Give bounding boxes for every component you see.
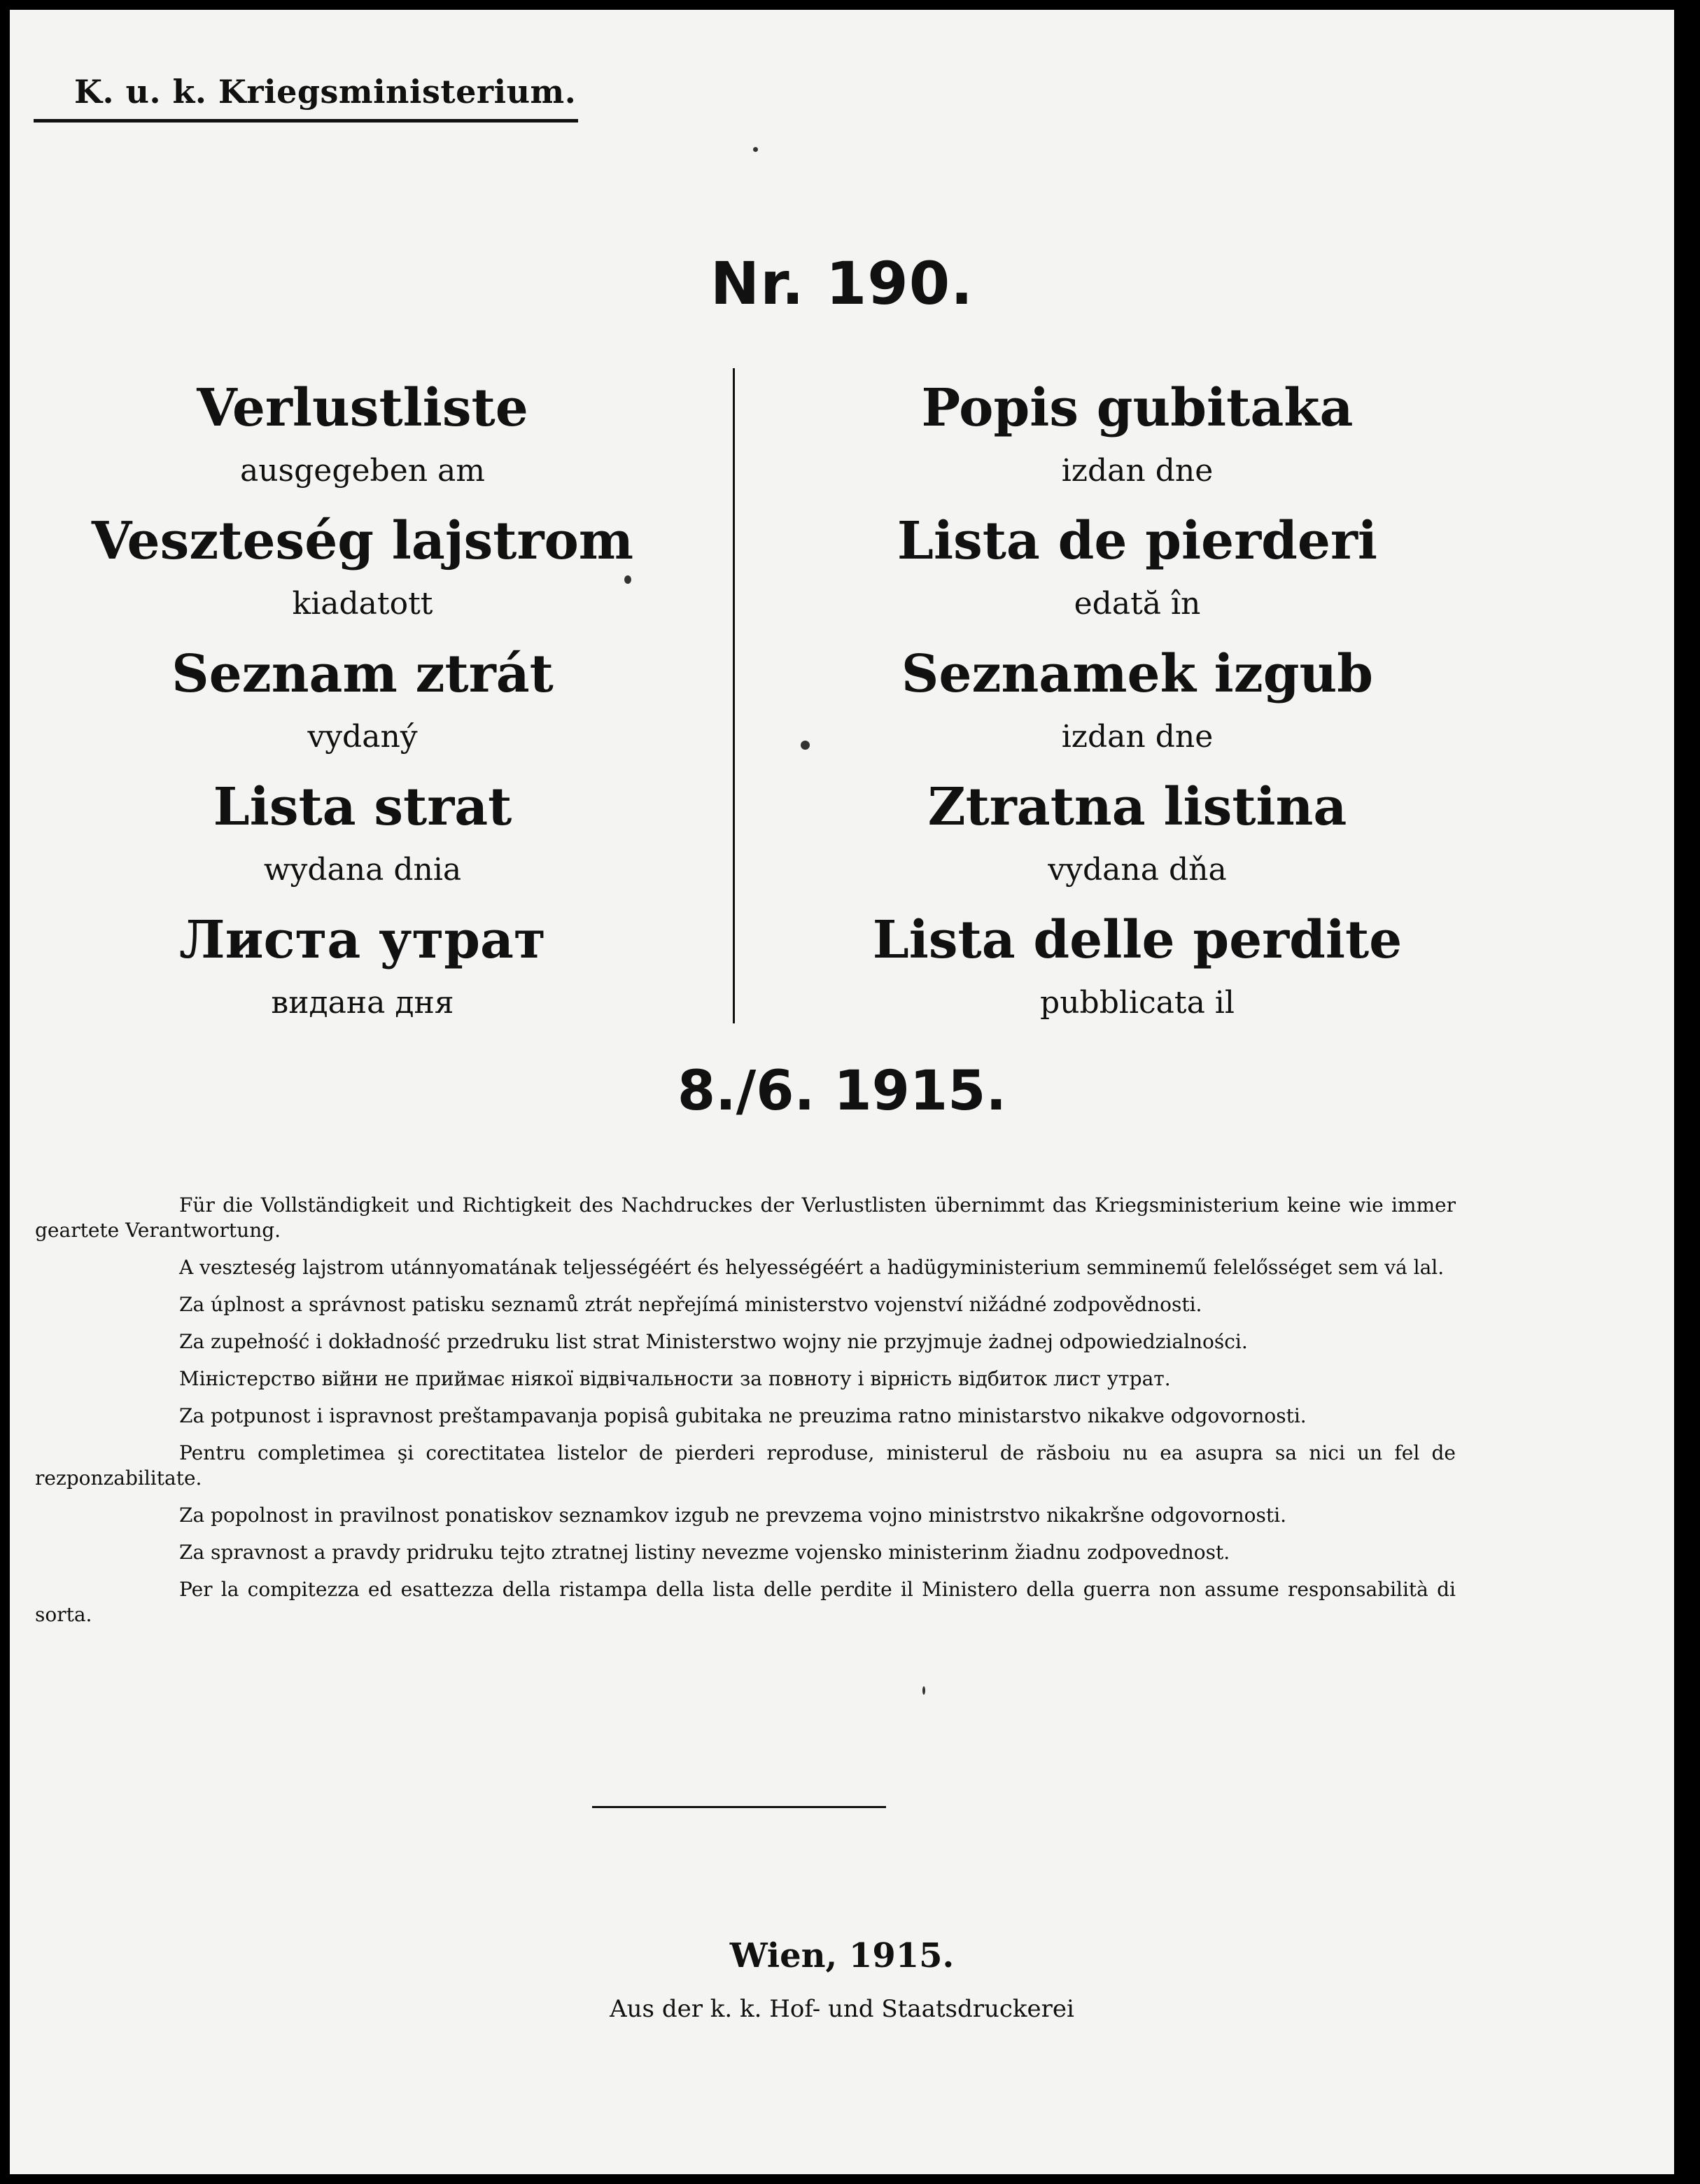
print-speck xyxy=(753,147,758,152)
print-speck xyxy=(801,741,810,750)
list-subtitle: ausgegeben am xyxy=(239,453,486,489)
disclaimer-paragraph: Міністерство війни не приймає ніякої відвічальности за повноту і вірність відбиток лист утрат. xyxy=(179,1367,1171,1390)
list-title: Seznamek izgub xyxy=(901,644,1374,704)
list-subtitle: wydana dnia xyxy=(263,852,462,888)
disclaimer-block xyxy=(35,1193,1456,1639)
column-divider xyxy=(733,368,735,1023)
list-title: Ztratna listina xyxy=(927,777,1347,837)
disclaimer-paragraph: Per la compitezza ed esattezza della ristampa della lista delle perdite il Ministero della guerra non assume responsabilità di sorta. xyxy=(35,1578,1456,1626)
disclaimer-paragraph: Za potpunost i ispravnost preštampavanja popisâ gubitaka ne preuzima ratno ministarstvo nikakve odgovornosti. xyxy=(179,1404,1307,1427)
disclaimer-paragraph: Za zupełność i dokładność przedruku list strat Ministerstwo wojny nie przyjmuje żadnej odpowiedzialności. xyxy=(179,1330,1248,1353)
list-title: Popis gubitaka xyxy=(921,378,1354,438)
issue-date: 8./6. 1915. xyxy=(677,1060,1007,1123)
print-speck xyxy=(624,575,631,584)
title-column-left xyxy=(48,365,677,1030)
list-title: Lista delle perdite xyxy=(872,910,1403,970)
list-title: Seznam ztrát xyxy=(171,644,554,704)
disclaimer-paragraph: A veszteség lajstrom utánnyomatának teljességéért és helyességéért a hadügyministerium semminemű felelősséget sem vá lal. xyxy=(179,1256,1445,1279)
list-title: Verlustliste xyxy=(197,378,528,438)
footer-divider xyxy=(592,1806,886,1808)
list-subtitle: vydana dňa xyxy=(1048,852,1227,888)
title-column-right xyxy=(822,365,1452,1030)
disclaimer-paragraph: Für die Vollständigkeit und Richtigkeit des Nachdruckes der Verlustlisten übernimmt das Kriegsministerium keine wie immer geartete Verantwortung. xyxy=(35,1194,1456,1242)
list-title: Lista de pierderi xyxy=(897,511,1378,571)
disclaimer-paragraph: Pentru completimea şi corectitatea listelor de pierderi reproduse, ministerul de răsboiu nu ea asupra sa nici un fel de rezponzabilitate. xyxy=(35,1441,1456,1490)
disclaimer-paragraph: Za spravnost a pravdy pridruku tejto ztratnej listiny nevezme vojensko ministerinm žiadnu zodpovednost. xyxy=(179,1541,1230,1564)
list-subtitle: видана дня xyxy=(271,985,454,1021)
list-subtitle: kiadatott xyxy=(292,586,433,622)
list-subtitle: edată în xyxy=(1074,586,1201,622)
list-title: Листа утрат xyxy=(179,910,546,970)
print-speck xyxy=(922,1686,925,1695)
list-subtitle: izdan dne xyxy=(1061,453,1214,489)
printer-line: Aus der k. k. Hof- und Staatsdruckerei xyxy=(610,1995,1074,2023)
document-page xyxy=(10,10,1674,2174)
issue-number: Nr. 190. xyxy=(710,249,974,318)
list-title: Lista strat xyxy=(213,777,512,837)
list-subtitle: pubblicata il xyxy=(1040,985,1235,1021)
disclaimer-paragraph: Za popolnost in pravilnost ponatiskov seznamkov izgub ne prevzema vojno ministrstvo nikakršne odgovornosti. xyxy=(179,1504,1287,1527)
list-subtitle: izdan dne xyxy=(1061,719,1214,755)
ministry-header: K. u. k. Kriegsministerium. xyxy=(74,73,577,111)
list-title: Veszteség lajstrom xyxy=(91,511,634,571)
publication-place: Wien, 1915. xyxy=(729,1936,955,1975)
disclaimer-paragraph: Za úplnost a správnost patisku seznamů ztrát nepřejímá ministerstvo vojenství nižádné zodpovědnosti. xyxy=(179,1293,1202,1316)
list-subtitle: vydaný xyxy=(307,719,418,755)
header-underline xyxy=(34,119,578,122)
